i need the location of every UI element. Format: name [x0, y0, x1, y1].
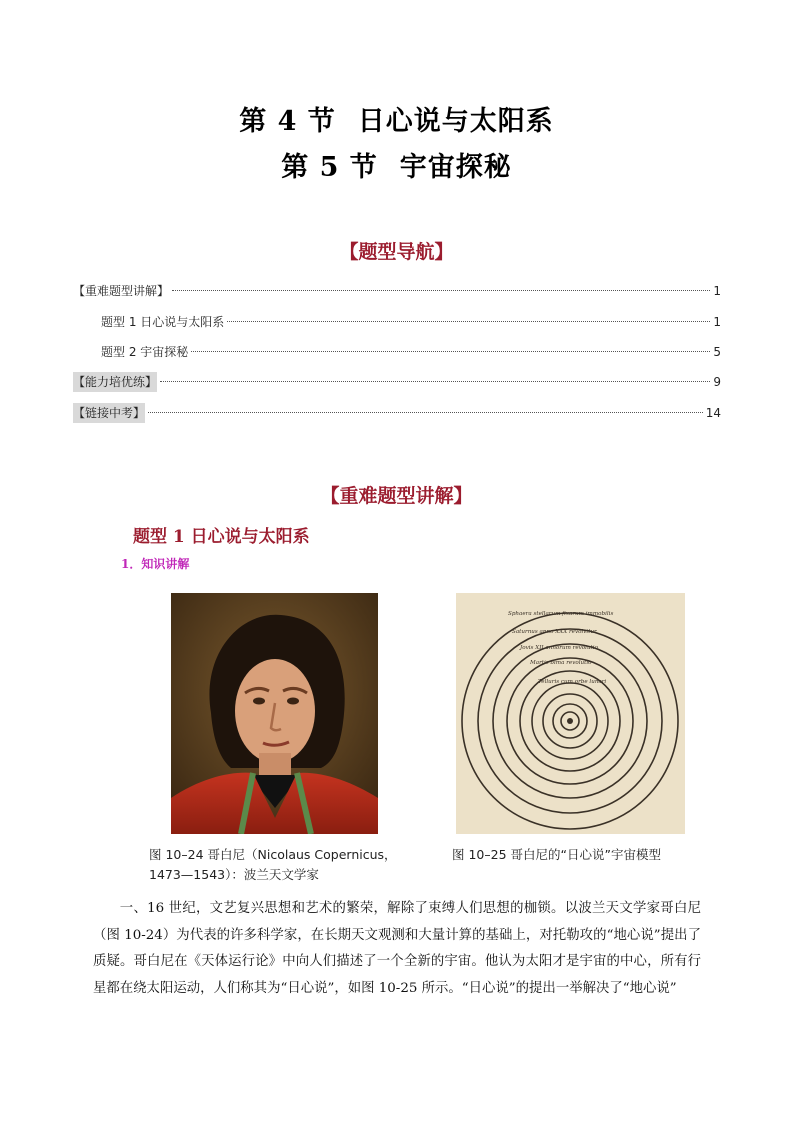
toc-leader: [160, 381, 710, 382]
figure-caption-1: [149, 845, 409, 885]
toc-entry[interactable]: [101, 312, 721, 332]
ring-label: Telluris cum orbe lunari: [538, 679, 607, 685]
ring-label: Jovis XII annorum revolutio: [520, 645, 598, 651]
toc-entry[interactable]: [73, 372, 721, 392]
toc-entry-label: 题型 1 日心说与太阳系: [101, 315, 225, 329]
section-heading: 【重难题型讲解】: [320, 485, 473, 507]
toc-entry-page: 1: [713, 315, 721, 329]
toc-entry-page: 9: [713, 375, 721, 389]
toc-entry-label: 【能力培优练】: [73, 372, 157, 392]
body-paragraph: 一、16 世纪，文艺复兴思想和艺术的繁荣，解除了束缚人们思想的枷锁。以波兰天文学家哥白尼（图 10-24）为代表的许多科学家，在长期天文观测和大量计算的基础上，对托勒攻的“地心说”提出了质疑。哥白尼在《天体运行论》中向人们描述了一个全新的宇宙。他认为太阳才是宇宙的中心，所有行星都在绕太阳运动，人们称其为“日心说”，如图 10-25 所示。“日心说”的提出一举解决了“地心说”: [93, 901, 701, 996]
figure-caption-2: 图 10–25 哥白尼的“日心说”宇宙模型: [452, 847, 661, 862]
section-name: 日心说与太阳系: [357, 106, 554, 137]
chapter-title-2: [0, 145, 793, 184]
toc-leader: [227, 321, 710, 322]
copernicus-portrait: [171, 593, 378, 834]
chapter-title-1: [0, 99, 793, 138]
heliocentric-model-figure: [456, 593, 685, 834]
toc-entry-page: 14: [705, 406, 721, 420]
toc-entry-page: 1: [713, 284, 721, 298]
ring-label: Martis bima revolutio: [530, 660, 592, 666]
toc-entry[interactable]: [73, 281, 721, 301]
toc-entry-label: 【链接中考】: [73, 403, 145, 423]
knowledge-point-heading: 1．知识讲解: [121, 557, 190, 571]
section-number: 第 4 节: [239, 106, 336, 137]
portrait-illustration: [171, 593, 378, 834]
nav-heading: 【题型导航】: [339, 241, 454, 263]
toc-leader: [172, 290, 710, 291]
toc-entry[interactable]: [73, 403, 721, 423]
section-number: 第 5 节: [281, 152, 378, 183]
toc-entry-page: 5: [713, 345, 721, 359]
section-name: 宇宙探秘: [399, 152, 512, 183]
caption-line: 图 10–24 哥白尼（Nicolaus Copernicus，: [149, 847, 397, 862]
toc-leader: [191, 351, 710, 352]
heliocentric-diagram: [456, 593, 685, 834]
ring-label: Sphaera stellarum fixarum immobilis: [508, 611, 614, 617]
ring-label: Saturnus anno XXX revolvitur: [512, 629, 597, 635]
caption-line: 1473—1543）：波兰天文学家: [149, 867, 319, 882]
toc-entry-label: 题型 2 宇宙探秘: [101, 345, 189, 359]
toc-entry[interactable]: [101, 342, 721, 362]
toc-entry-label: 【重难题型讲解】: [73, 284, 170, 298]
toc-leader: [148, 412, 703, 413]
topic-heading: 题型 1 日心说与太阳系: [133, 527, 310, 547]
